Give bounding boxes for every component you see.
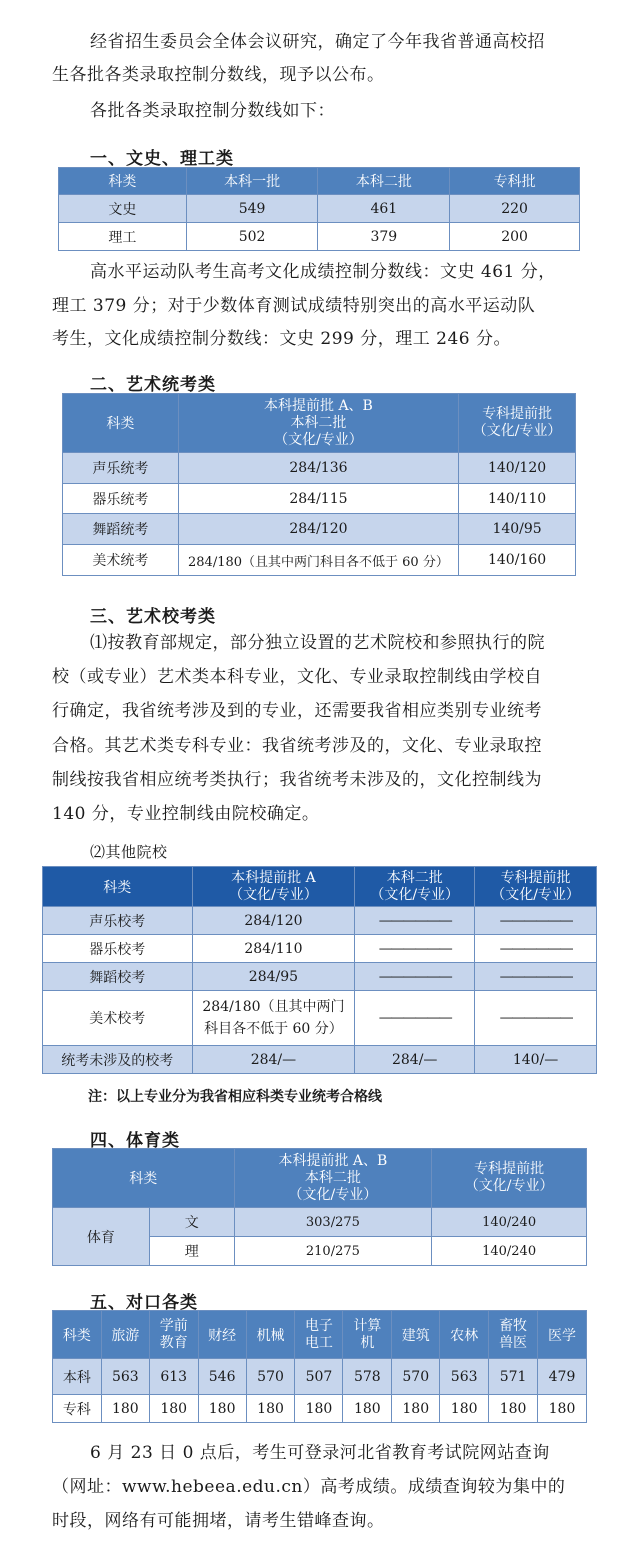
section1-heading: 一、文史、理工类 (90, 149, 234, 169)
s5-cell: 563 (440, 1359, 489, 1395)
s5-header-line: 学前 (159, 1317, 188, 1334)
s3-cell: —————— (355, 963, 475, 991)
s1-cell: 502 (186, 223, 318, 251)
s4-header-col1-line: （文化/专业） (288, 1186, 378, 1203)
s3-para-line-2: 校（或专业）艺术类本科专业，文化、专业录取控制线由学校自 (52, 667, 542, 687)
s1-cell: 200 (450, 223, 580, 251)
s2-header-col1-line: （文化/专业） (274, 431, 363, 448)
section5-heading: 五、对口各类 (90, 1293, 198, 1313)
outro-line-1: 6 月 23 日 0 点后，考生可登录河北省教育考试院网站查询 (90, 1443, 550, 1463)
s1-row-subject: 理工 (59, 223, 187, 251)
s2-row-subject: 舞蹈统考 (63, 514, 179, 545)
section4-heading: 四、体育类 (90, 1131, 180, 1151)
section2-table (62, 393, 576, 576)
s5-row-subject: 本科 (53, 1359, 102, 1395)
s5-header-line: 机 (360, 1334, 375, 1351)
s5-header-line: 计算 (353, 1317, 382, 1334)
s5-header-col: 机械 (246, 1311, 295, 1359)
section3-table (42, 866, 597, 1074)
section3-heading: 三、艺术校考类 (90, 607, 216, 627)
s2-row-subject: 器乐统考 (63, 484, 179, 514)
s1-note-line-3: 考生，文化成绩控制分数线：文史 299 分，理工 246 分。 (52, 329, 512, 349)
s3-header-line: （文化/专业） (491, 886, 580, 903)
s4-cell: 303/275 (234, 1208, 432, 1237)
s5-header-col (489, 1311, 538, 1359)
s5-cell: 613 (149, 1359, 198, 1395)
s3-cell: 140/— (475, 1046, 597, 1074)
s4-cell: 140/240 (432, 1237, 587, 1266)
section2-heading: 二、艺术统考类 (90, 375, 216, 395)
s3-header-line: 本科二批 (386, 869, 443, 886)
s1-note-line-1: 高水平运动队考生高考文化成绩控制分数线：文史 461 分， (90, 262, 556, 282)
s5-header-col: 医学 (538, 1311, 587, 1359)
s5-cell: 180 (392, 1395, 440, 1423)
s3-header-col1 (192, 867, 355, 907)
s5-header-col (295, 1311, 343, 1359)
intro-line-1: 经省招生委员会全体会议研究，确定了今年我省普通高校招 (90, 32, 545, 52)
s4-cell: 140/240 (432, 1208, 587, 1237)
s2-header-subject: 科类 (63, 394, 179, 453)
s3-cell: —————— (475, 935, 597, 963)
outro-line-2: （网址：www.hebeea.edu.cn）高考成绩。成绩查询较为集中的 (52, 1477, 566, 1497)
table-row (53, 1208, 587, 1237)
s2-cell: 284/136 (178, 453, 458, 484)
s2-row-subject: 声乐统考 (63, 453, 179, 484)
s4-header-col2-line: 专科提前批 (474, 1161, 545, 1177)
table-row (43, 991, 597, 1046)
table-row (53, 1359, 587, 1395)
s1-header-col1: 本科一批 (186, 168, 318, 195)
table-row (53, 1395, 587, 1423)
s3-header-line: 本科提前批 A (231, 869, 316, 886)
s3-header-line: （文化/专业） (229, 886, 318, 903)
intro-line-3: 各批各类录取控制分数线如下： (90, 101, 335, 121)
table-row (43, 907, 597, 935)
s3-para-line-1: ⑴按教育部规定，部分独立设置的艺术院校和参照执行的院 (90, 633, 545, 653)
s4-cell: 210/275 (234, 1237, 432, 1266)
section5-table (52, 1310, 587, 1423)
s2-row-subject: 美术统考 (63, 545, 179, 576)
table-row (63, 545, 576, 576)
s5-header-col: 建筑 (392, 1311, 440, 1359)
s3-para-line-5: 制线按我省相应统考类执行；我省统考未涉及的，文化控制线为 (52, 770, 542, 790)
s5-cell: 563 (101, 1359, 149, 1395)
s5-cell: 180 (101, 1395, 149, 1423)
outro-line-3: 时段，网络有可能拥堵，请考生错峰查询。 (52, 1511, 385, 1531)
s1-header-col2: 本科二批 (318, 168, 450, 195)
s1-header-col3: 专科批 (450, 168, 580, 195)
s3-cell: 284/— (355, 1046, 475, 1074)
s3-cell: —————— (355, 935, 475, 963)
s1-note-line-2: 理工 379 分；对于少数体育测试成绩特别突出的高水平运动队 (52, 296, 536, 316)
s4-header-subject: 科类 (53, 1149, 235, 1208)
s3-cell (192, 991, 355, 1046)
s1-cell: 220 (450, 195, 580, 223)
s3-row-subject: 舞蹈校考 (43, 963, 193, 991)
section4-table (52, 1148, 587, 1266)
s5-header-line: 电工 (304, 1334, 333, 1351)
s4-header-col2 (432, 1149, 587, 1208)
s3-sub-heading: ⑵其他院校 (90, 843, 168, 861)
s5-header-col: 旅游 (101, 1311, 149, 1359)
s3-cell: —————— (475, 963, 597, 991)
table-row (43, 963, 597, 991)
s2-header-col2-line: 专科提前批 (482, 406, 553, 422)
s3-row-subject: 器乐校考 (43, 935, 193, 963)
s5-header-col (149, 1311, 198, 1359)
s2-header-col1-line: 本科提前批 A、B (264, 397, 373, 414)
s5-cell: 180 (343, 1395, 392, 1423)
s2-header-col1-line: 本科二批 (290, 414, 347, 431)
s5-cell: 180 (489, 1395, 538, 1423)
table-row (63, 514, 576, 545)
s5-header-line: 兽医 (499, 1334, 528, 1351)
s2-cell: 284/120 (178, 514, 458, 545)
s3-cell-line: 284/180（且其中两门 (202, 999, 345, 1015)
s3-cell: —————— (355, 907, 475, 935)
s4-header-col1 (234, 1149, 432, 1208)
s2-cell: 284/180（且其中两门科目各不低于 60 分） (178, 545, 458, 576)
s5-cell: 507 (295, 1359, 343, 1395)
s3-header-line: （文化/专业） (370, 886, 460, 903)
s5-cell: 570 (392, 1359, 440, 1395)
s1-cell: 379 (318, 223, 450, 251)
s5-cell: 479 (538, 1359, 587, 1395)
s1-cell: 549 (186, 195, 318, 223)
s5-header-col (343, 1311, 392, 1359)
table-row (59, 223, 580, 251)
s3-header-line: 专科提前批 (500, 869, 571, 886)
table-row (43, 935, 597, 963)
s3-header-col3 (475, 867, 597, 907)
s3-cell-line: 科目各不低于 60 分） (204, 1021, 343, 1037)
s2-cell: 140/160 (459, 545, 576, 576)
s5-header-line: 电子 (304, 1317, 333, 1334)
s3-cell: 284/110 (192, 935, 355, 963)
s4-header-col2-line: （文化/专业） (464, 1178, 554, 1194)
s2-cell: 140/110 (459, 484, 576, 514)
s3-para-line-6: 140 分，专业控制线由院校确定。 (52, 804, 320, 824)
s3-para-line-3: 行确定，我省统考涉及到的专业，还需要我省相应类别专业统考 (52, 701, 542, 721)
s5-header-subject: 科类 (53, 1311, 102, 1359)
s4-header-col1-line: 本科二批 (304, 1169, 361, 1186)
section1-table (58, 167, 580, 251)
s3-cell: 284/— (192, 1046, 355, 1074)
s5-cell: 180 (538, 1395, 587, 1423)
s3-note: 注：以上专业分为我省相应科类专业统考合格线 (88, 1089, 382, 1105)
s5-header-line: 畜牧 (499, 1317, 528, 1334)
s3-cell: —————— (475, 991, 597, 1046)
s5-cell: 571 (489, 1359, 538, 1395)
s3-row-subject: 美术校考 (43, 991, 193, 1046)
s3-row-subject: 统考未涉及的校考 (43, 1046, 193, 1074)
s4-group: 体育 (53, 1208, 150, 1266)
s4-header-col1-line: 本科提前批 A、B (278, 1152, 388, 1169)
s5-cell: 180 (198, 1395, 246, 1423)
s2-header-col2 (459, 394, 576, 453)
s2-cell: 140/120 (459, 453, 576, 484)
s2-cell: 140/95 (459, 514, 576, 545)
s3-header-col2 (355, 867, 475, 907)
s3-cell: 284/120 (192, 907, 355, 935)
table-row (43, 1046, 597, 1074)
s5-cell: 180 (295, 1395, 343, 1423)
s1-row-subject: 文史 (59, 195, 187, 223)
s5-cell: 578 (343, 1359, 392, 1395)
table-row (63, 453, 576, 484)
s5-cell: 546 (198, 1359, 246, 1395)
s5-cell: 180 (149, 1395, 198, 1423)
s2-header-col2-line: （文化/专业） (472, 423, 562, 439)
s5-header-col: 农林 (440, 1311, 489, 1359)
s3-header-subject: 科类 (43, 867, 193, 907)
s4-row-sub: 理 (149, 1237, 234, 1266)
table-row (59, 195, 580, 223)
s4-row-sub: 文 (149, 1208, 234, 1237)
s3-para-line-4: 合格。其艺术类专科专业：我省统考涉及的，文化、专业录取控 (52, 736, 542, 756)
s2-cell: 284/115 (178, 484, 458, 514)
table-row (63, 484, 576, 514)
s5-header-line: 教育 (159, 1334, 188, 1351)
s3-cell: —————— (355, 991, 475, 1046)
s3-cell: 284/95 (192, 963, 355, 991)
s5-header-col: 财经 (198, 1311, 246, 1359)
s5-cell: 180 (246, 1395, 295, 1423)
s3-row-subject: 声乐校考 (43, 907, 193, 935)
s5-cell: 180 (440, 1395, 489, 1423)
s3-cell: —————— (475, 907, 597, 935)
s5-row-subject: 专科 (53, 1395, 102, 1423)
s1-cell: 461 (318, 195, 450, 223)
s2-header-col1 (178, 394, 458, 453)
intro-line-2: 生各批各类录取控制分数线，现予以公布。 (52, 65, 385, 85)
s1-header-subject: 科类 (59, 168, 187, 195)
s5-cell: 570 (246, 1359, 295, 1395)
